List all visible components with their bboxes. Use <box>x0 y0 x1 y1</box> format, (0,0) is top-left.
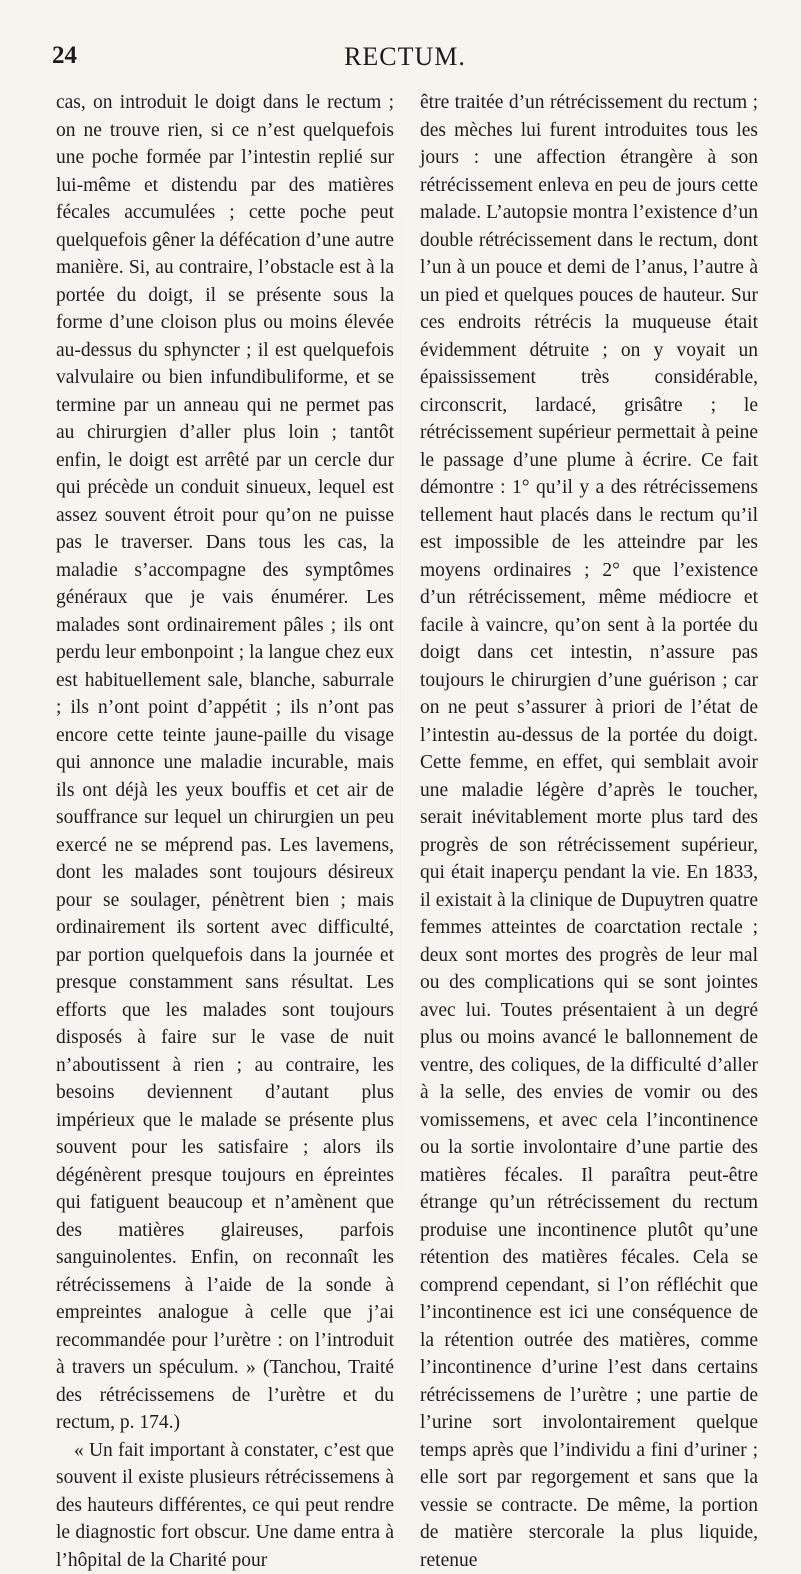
left-column <box>56 89 394 1574</box>
right-paragraph-1: être traitée d’un rétrécissement du rectum ; des mèches lui furent introduites tous les jours : une affection étrangère à son rétrécissement enleva en peu de jours cette malade. L’autopsie montra l’existence d’un double rétrécissement dans le rectum, dont l’un à un pouce et demi de l’anus, l’autre à un pied et quelques pouces de hauteur. Sur ces endroits rétrécis la muqueuse était évidemment détruite ; on y voyait un épaississement très considérable, circonscrit, lardacé, grisâtre ; le rétrécissement supérieur permettait à peine le passage d’une plume à écrire. Ce fait démontre : 1° qu’il y a des rétrécissemens tellement haut placés dans le rectum qu’il est impossible de les atteindre par les moyens ordinaires ; 2° que l’existence d’un rétrécissement, même médiocre et facile à vaincre, qu’on sent à la portée du doigt dans cet intestin, n’assure pas toujours le chirurgien d’une guérison ; car on ne peut s’assurer à priori de l’état de l’intestin au-dessus de la portée du doigt. Cette femme, en effet, qui semblait avoir une maladie légère d’après le toucher, serait inévitablement morte plus tard des progrès de son rétrécissement supérieur, qui était inaperçu pendant la vie. En 1833, il existait à la clinique de Dupuytren quatre femmes atteintes de coarctation rectale ; deux sont mortes des progrès de leur mal ou des complications qui se sont jointes avec lui. Toutes présentaient à un degré plus ou moins avancé le ballonnement de ventre, des coliques, de la difficulté d’aller à la selle, des envies de vomir ou des vomissemens, et avec cela l’incontinence ou la sortie involontaire d’une partie des matières fécales. Il paraîtra peut-être étrange qu’un rétrécissement du rectum produise une incontinence plutôt qu’une rétention des matières fécales. Cela se comprend cependant, si l’on réfléchit que l’incontinence est ici une conséquence de la rétention outrée des matières, comme l’incontinence d’urine l’est dans certains rétrécissemens de l’urètre ; une partie de l’urine sort involontairement quelque temps après que l’individu a fini d’uriner ; elle sort par regorgement et sans que la vessie se contracte. De même, la portion de matière stercorale la plus liquide, retenue <box>420 89 758 1574</box>
page-number: 24 <box>52 42 77 70</box>
left-paragraph-2: « Un fait important à constater, c’est que souvent il existe plusieurs rétrécissemens à des hauteurs différentes, ce qui peut rendre le diagnostic fort obscur. Une dame entra à l’hôpital de la Charité pour <box>56 1437 394 1574</box>
running-head: RECTUM. <box>52 42 758 72</box>
right-column <box>420 89 758 1574</box>
left-paragraph-1: cas, on introduit le doigt dans le rectum ; on ne trouve rien, si ce n’est quelquefois une poche formée par l’intestin replié sur lui-même et distendu par des matières fécales accumulées ; cette poche peut quelquefois gêner la défécation d’une autre manière. Si, au contraire, l’obstacle est à la portée du doigt, il se présente sous la forme d’une cloison plus ou moins élevée au-dessus du sphyncter ; il est quelquefois valvulaire ou bien infundibuliforme, et se termine par un anneau qui ne permet pas au chirurgien d’aller plus loin ; tantôt enfin, le doigt est arrêté par un cercle dur qui précède un conduit sinueux, lequel est assez souvent étroit pour qu’on ne puisse pas le traverser. Dans tous les cas, la maladie s’accompagne des symptômes généraux que je vais énumérer. Les malades sont ordinairement pâles ; ils ont perdu leur embonpoint ; la langue chez eux est habituellement sale, blanche, saburrale ; ils n’ont point d’appétit ; ils n’ont pas encore cette teinte jaune-paille du visage qui annonce une maladie incurable, mais ils ont déjà les yeux bouffis et cet air de souffrance sur lequel un chirurgien un peu exercé ne se méprend pas. Les lavemens, dont les malades sont toujours désireux pour se soulager, pénètrent bien ; mais ordinairement ils sortent avec difficulté, par portion quelquefois dans la journée et presque constamment sans résultat. Les efforts que les malades sont toujours disposés à faire sur le vase de nuit n’aboutissent à rien ; au contraire, les besoins deviennent d’autant plus impérieux que le malade se présente plus souvent pour les satisfaire ; alors ils dégénèrent presque toujours en épreintes qui fatiguent beaucoup et n’amènent que des matières glaireuses, parfois sanguinolentes. Enfin, on reconnaît les rétrécissemens à l’aide de la sonde à empreintes analogue à celle que j’ai recommandée pour l’urètre : on l’introduit à travers un spéculum. » (Tanchou, Traité des rétrécissemens de l’urètre et du rectum, p. 174.) <box>56 89 394 1437</box>
page-header <box>52 42 758 74</box>
column-gutter <box>400 92 401 1312</box>
